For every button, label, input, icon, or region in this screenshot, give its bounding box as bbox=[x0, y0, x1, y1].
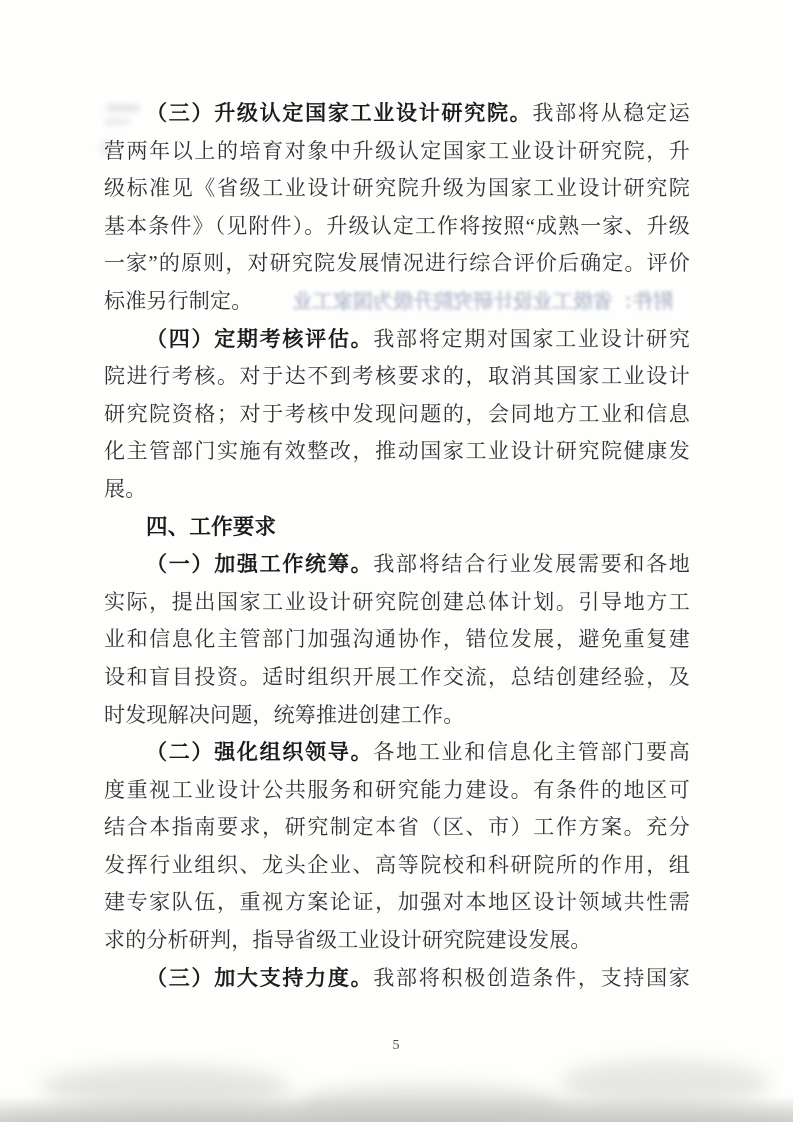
page-number: 5 bbox=[392, 1038, 401, 1053]
line-text: 研究院资格；对于考核中发现问题的，会同地方工业和信息 bbox=[104, 401, 690, 426]
text-line bbox=[104, 546, 690, 584]
text-line bbox=[104, 471, 690, 509]
line-bold-lead: （一）加强工作统筹。 bbox=[146, 552, 374, 577]
line-text: 化主管部门实施有效整改，推动国家工业设计研究院健康发 bbox=[104, 439, 690, 464]
page-bottom-edge-shadow bbox=[0, 1096, 793, 1122]
line-bold-lead: （二）强化组织领导。 bbox=[146, 740, 374, 765]
line-text: 我部将定期对国家工业设计研究 bbox=[373, 326, 690, 351]
line-bold-lead: （三）加大支持力度。 bbox=[146, 965, 374, 990]
text-line bbox=[104, 95, 690, 133]
text-line bbox=[104, 734, 690, 772]
bleed-through-artifact: 附件：省级工业设计研究院升级为国家工业 bbox=[293, 291, 673, 313]
line-text: 度重视工业设计公共服务和研究能力建设。有条件的地区可 bbox=[104, 777, 690, 802]
line-text: 营两年以上的培育对象中升级认定国家工业设计研究院，升 bbox=[104, 138, 690, 163]
text-line bbox=[104, 321, 690, 359]
text-line bbox=[104, 847, 690, 885]
line-text: 级标准见《省级工业设计研究院升级为国家工业设计研究院 bbox=[104, 176, 690, 201]
text-line bbox=[104, 621, 690, 659]
text-line bbox=[104, 772, 690, 810]
text-line bbox=[104, 133, 690, 171]
line-text: 我部将积极创造条件，支持国家 bbox=[373, 965, 690, 990]
line-text: 求的分析研判，指导省级工业设计研究院建设发展。 bbox=[104, 928, 592, 953]
text-line bbox=[104, 433, 690, 471]
line-text: 业和信息化主管部门加强沟通协作，错位发展，避免重复建 bbox=[104, 627, 690, 652]
line-text: 标准另行制定。 bbox=[104, 288, 253, 313]
text-line bbox=[104, 396, 690, 434]
text-line bbox=[104, 659, 690, 697]
text-line bbox=[104, 584, 690, 622]
line-text: 时发现解决问题，统筹推进创建工作。 bbox=[104, 702, 465, 727]
text-line bbox=[104, 170, 690, 208]
line-text: 一家”的原则，对研究院发展情况进行综合评价后确定。评价 bbox=[104, 251, 690, 276]
text-line bbox=[104, 809, 690, 847]
line-text: 基本条件》（见附件）。升级认定工作将按照“成熟一家、升级 bbox=[104, 213, 690, 238]
line-text: 展。 bbox=[104, 476, 147, 501]
line-bold-lead: （四）定期考核评估。 bbox=[146, 326, 374, 351]
line-text: 院进行考核。对于达不到考核要求的，取消其国家工业设计 bbox=[104, 364, 690, 389]
line-text: 设和盲目投资。适时组织开展工作交流，总结创建经验，及 bbox=[104, 664, 690, 689]
text-line bbox=[104, 884, 690, 922]
line-text: 结合本指南要求，研究制定本省（区、市）工作方案。充分 bbox=[104, 815, 690, 840]
line-text: 我部将从稳定运 bbox=[532, 101, 691, 125]
line-text: 各地工业和信息化主管部门要高 bbox=[373, 740, 690, 765]
text-line bbox=[104, 208, 690, 246]
line-text: 建专家队伍，重视方案论证，加强对本地区设计领域共性需 bbox=[104, 890, 690, 915]
text-block bbox=[104, 95, 690, 997]
line-text: 实际，提出国家工业设计研究院创建总体计划。引导地方工 bbox=[104, 589, 690, 614]
line-bold-lead: （三）升级认定国家工业设计研究院。 bbox=[146, 101, 533, 125]
text-line bbox=[104, 960, 690, 998]
line-text: 我部将结合行业发展需要和各地 bbox=[373, 552, 690, 577]
text-line bbox=[104, 697, 690, 735]
line-text: 发挥行业组织、龙头企业、高等院校和科研院所的作用，组 bbox=[104, 852, 690, 877]
line-bold-lead: 四、工作要求 bbox=[146, 514, 277, 539]
text-line bbox=[104, 358, 690, 396]
text-line bbox=[104, 509, 690, 547]
text-line bbox=[104, 245, 690, 283]
text-line bbox=[104, 922, 690, 960]
